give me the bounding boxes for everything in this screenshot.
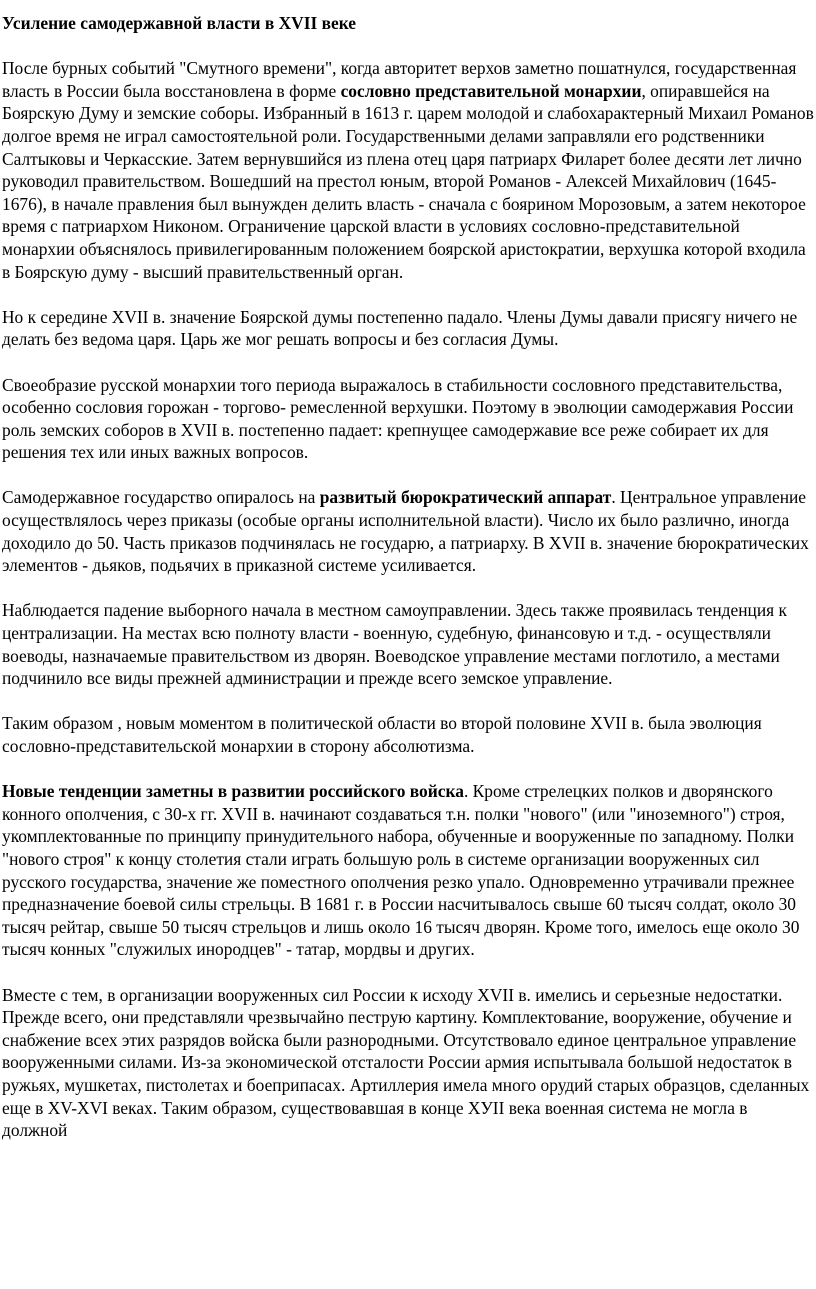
bold-term: развитый бюрократический аппарат	[319, 487, 612, 508]
paragraph-text: После бурных событий "Смутного времени", когда авторитет верхов заметно пошатнулся, государственная власть в России была восстановлена в форме	[2, 58, 797, 101]
paragraph-text: Таким образом , новым моментом в политической области во второй половине XVII в. была эволюция сословно-представительской монархии в сторону абсолютизма.	[2, 713, 762, 756]
paragraph-local-government	[2, 599, 814, 689]
paragraph-text: . Кроме стрелецких полков и дворянского конного ополчения, с 30-х гг. XVII в. начинают создаваться т.н. полки "нового" (или "иноземного") строя, укомплектованные по принципу принудительного набора, обученные и вооруженные по западному. Полки "нового строя" к концу столетия стали играть большую роль в системе организации вооруженных сил русского государства, значение же поместного ополчения резко упало. Одновременно утрачивали прежнее предназначение боевой силы стрельцы. В 1681 г. в России насчитывалось свыше 60 тысяч солдат, около 30 тысяч рейтар, свыше 50 тысяч стрельцов и лишь около 16 тысяч дворян. Кроме того, имелось еще около 30 тысяч конных "служилых инородцев" - татар, мордвы и других.	[2, 781, 800, 960]
paragraph-army-shortcomings	[2, 984, 814, 1142]
paragraph-boyar-duma	[2, 306, 814, 351]
paragraph-text: , опиравшейся на Боярскую Думу и земские соборы. Избранный в 1613 г. царем молодой и слабохарактерный Михаил Романов долгое время не играл самостоятельной роли. Государственными делами заправляли его родственники Салтыковы и Черкасские. Затем вернувшийся из плена отец царя патриарх Филарет более десяти лет лично руководил правительством. Вошедший на престол юным, второй Романов - Алексей Михайлович (1645-1676), в начале правления был вынужден делить власть - сначала с боярином Морозовым, а затем некоторое время с патриархом Никоном. Ограничение царской власти в условиях сословно-представительной монархии объяснялось привилегированным положением боярской аристократии, верхушка которой входила в Боярскую думу - высший правительственный орган.	[2, 80, 814, 282]
paragraph-zemsky-sobor	[2, 374, 814, 464]
paragraph-text: Но к середине XVII в. значение Боярской думы постепенно падало. Члены Думы давали присягу ничего не делать без ведома царя. Царь же мог решать вопросы и без согласия Думы.	[2, 306, 798, 350]
paragraph-absolutism	[2, 712, 814, 757]
paragraph-bureaucracy	[2, 486, 814, 576]
bold-term: сословно представительной монархии	[340, 80, 642, 101]
paragraph-text: Вместе с тем, в организации вооруженных сил России к исходу XVII в. имелись и серьезные недостатки. Прежде всего, они представляли чрезвычайно пеструю картину. Комплектование, вооружение, обучение и снабжение всех этих разрядов войска были разнородными. Отсутствовало единое центральное управление вооруженными силами. Из-за экономической отсталости России армия испытывала большой недостаток в ружьях, мушкетах, пистолетах и боеприпасах. Артиллерия имела много орудий старых образцов, сделанных еще в XV-XVI веках. Таким образом, существовавшая в конце XУII века военная система не могла в должной	[2, 984, 810, 1141]
paragraph-army	[2, 780, 814, 961]
bold-term: Новые тенденции заметны в развитии российского войска	[2, 781, 464, 802]
document-title: Усиление самодержавной власти в XVII веке	[2, 13, 357, 33]
paragraph-text: Своеобразие русской монархии того периода выражалось в стабильности сословного представительства, особенно сословия горожан - торгово- ремесленной верхушки. Поэтому в эволюции самодержавия России роль земских соборов в XVII в. постепенно падает: крепнущее самодержавие все реже собирает их для решения тех или иных важных вопросов.	[2, 374, 794, 463]
paragraph-text: . Центральное управление осуществлялось через приказы (особые органы исполнительной власти). Число их было различно, иногда доходило до 50. Часть приказов подчинялась не государю, а патриарху. В XVII в. значение бюрократических элементов - дьяков, подьячих в приказной системе усиливается.	[2, 487, 809, 576]
paragraph-estate-monarchy	[2, 57, 814, 283]
paragraph-text: Наблюдается падение выборного начала в местном самоуправлении. Здесь также проявилась тенденция к централизации. На местах всю полноту власти - военную, судебную, финансовую и т.д. - осуществляли воеводы, назначаемые правительством из дворян. Воеводское управление местами поглотило, а местами подчинило все виды прежней администрации и прежде всего земское управление.	[2, 600, 787, 689]
paragraph-text: Самодержавное государство опиралось на	[2, 487, 320, 508]
